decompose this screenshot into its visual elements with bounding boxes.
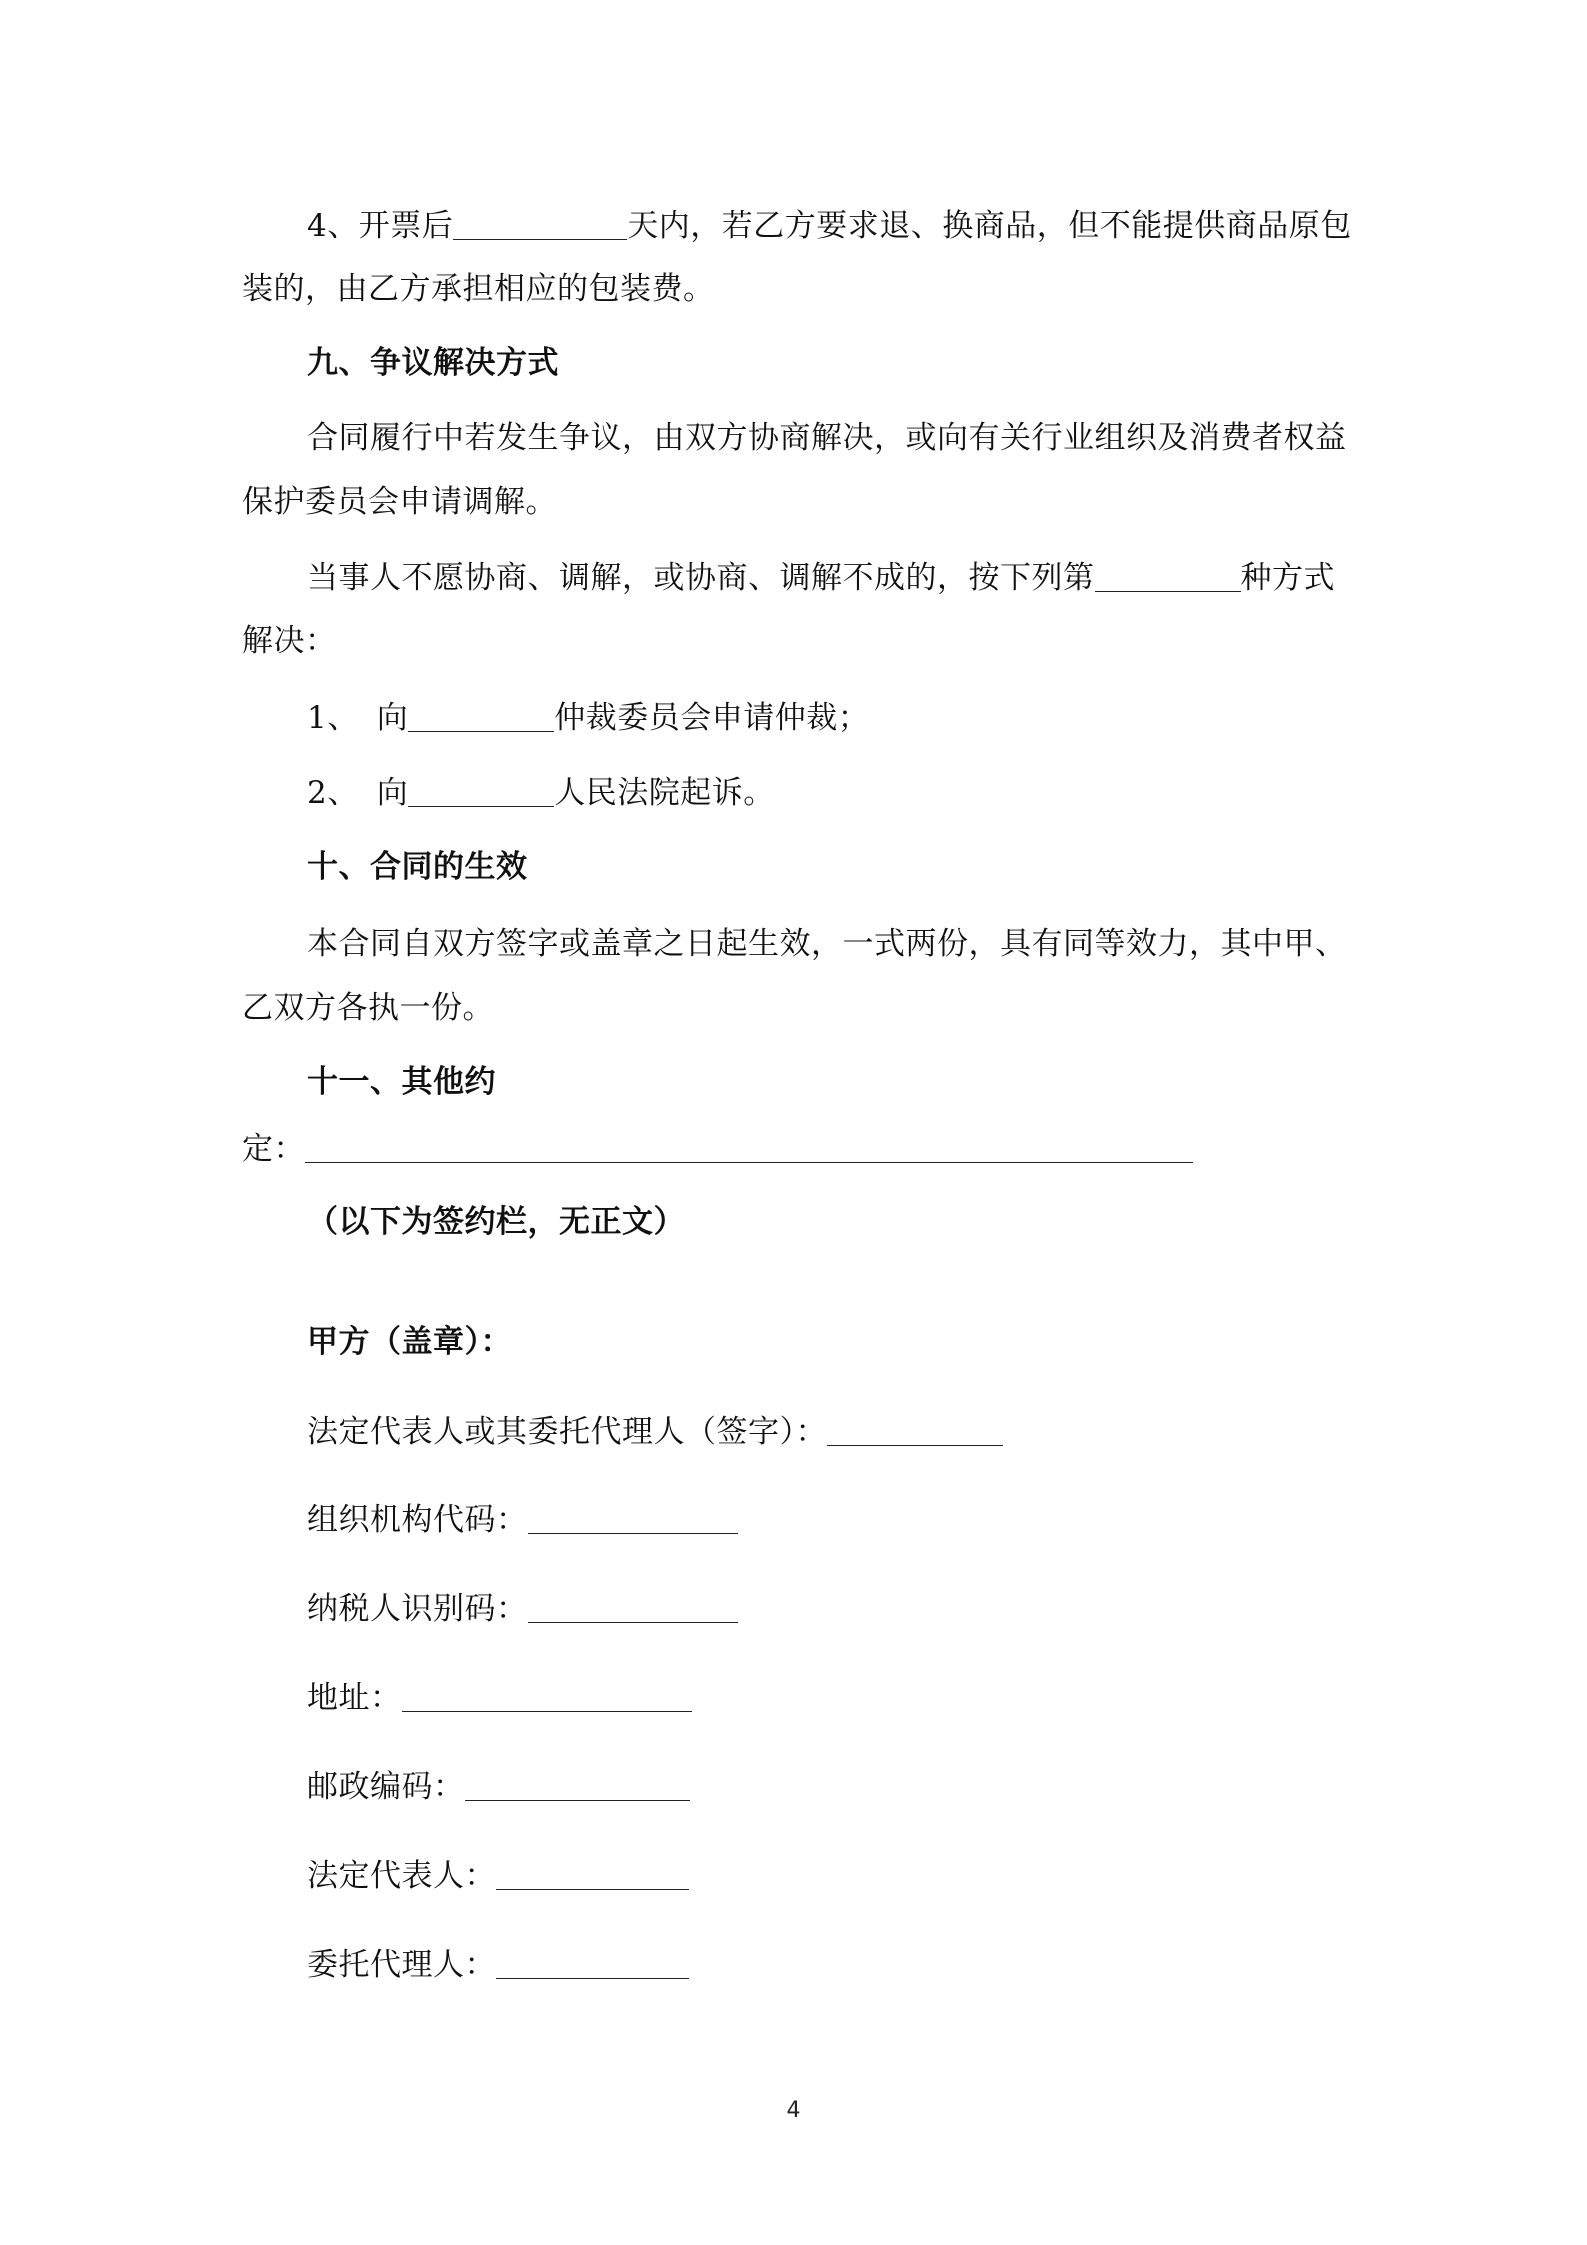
field-organization-code [307, 1498, 738, 1542]
arbitration-committee-blank [408, 701, 554, 732]
section-9-para2-prefix: 当事人不愿协商、调解，或协商、调解不成的，按下列第 [307, 560, 1095, 596]
section-10-para-line2: 乙双方各执一份。 [242, 990, 494, 1026]
field-label: 组织机构代码： [307, 1502, 528, 1538]
legal-representative-blank [496, 1859, 689, 1890]
option-1-prefix: 向 [376, 700, 409, 736]
field-label: 地址： [307, 1680, 402, 1716]
field-label: 纳税人识别码： [307, 1591, 528, 1627]
section-11-line2 [242, 1127, 1193, 1171]
option-1-number: 1、 [307, 700, 359, 736]
other-terms-blank [305, 1132, 1193, 1163]
field-authorized-agent [307, 1943, 689, 1987]
option-1-suffix: 仲裁委员会申请仲裁； [554, 700, 870, 736]
authorized-agent-blank [496, 1948, 689, 1979]
field-label: 委托代理人： [307, 1947, 496, 1983]
section-9-para1-line2: 保护委员会申请调解。 [242, 484, 557, 520]
section-10-heading: 十、合同的生效 [307, 849, 528, 885]
section-9-para1-line1: 合同履行中若发生争议，由双方协商解决，或向有关行业组织及消费者权益 [307, 420, 1347, 456]
days-blank [453, 209, 627, 240]
taxpayer-id-blank [528, 1592, 738, 1623]
section-10-para-line1: 本合同自双方签字或盖章之日起生效，一式两份，具有同等效力，其中甲、 [307, 926, 1347, 962]
section-9-heading: 九、争议解决方式 [307, 345, 559, 381]
signature-blank [827, 1415, 1003, 1446]
section-9-para2-line2: 解决： [242, 623, 337, 659]
method-number-blank [1095, 561, 1241, 592]
party-a-heading: 甲方（盖章）： [307, 1324, 512, 1360]
signature-note: （以下为签约栏，无正文） [307, 1204, 685, 1240]
clause-item-4-line1 [307, 204, 1352, 248]
option-2-number: 2、 [307, 775, 359, 811]
section-11-heading: 十一、其他约 [307, 1064, 496, 1100]
dispute-option-1 [307, 696, 869, 740]
option-2-suffix: 人民法院起诉。 [554, 775, 775, 811]
clause-item-4-suffix: 天内，若乙方要求退、换商品，但不能提供商品原包 [627, 208, 1352, 244]
postal-code-blank [465, 1770, 690, 1801]
field-label: 法定代表人： [307, 1858, 496, 1894]
page-number: 4 [786, 2098, 801, 2123]
clause-item-4-line2: 装的，由乙方承担相应的包装费。 [242, 271, 715, 307]
address-blank [402, 1681, 692, 1712]
organization-code-blank [528, 1503, 738, 1534]
dispute-option-2 [307, 771, 775, 815]
field-legal-representative [307, 1854, 689, 1898]
section-9-para2-line1 [307, 556, 1335, 600]
field-legal-rep-or-agent [307, 1410, 1003, 1454]
field-address [307, 1676, 692, 1720]
field-postal-code [307, 1765, 690, 1809]
clause-item-4-prefix: 4、开票后 [307, 208, 454, 244]
section-9-para2-suffix: 种方式 [1240, 560, 1335, 596]
field-label: 邮政编码： [307, 1769, 465, 1805]
court-blank [408, 776, 554, 807]
section-11-prefix: 定： [242, 1131, 305, 1167]
option-2-prefix: 向 [376, 775, 409, 811]
field-taxpayer-id [307, 1587, 738, 1631]
field-label: 法定代表人或其委托代理人（签字）： [307, 1414, 827, 1450]
